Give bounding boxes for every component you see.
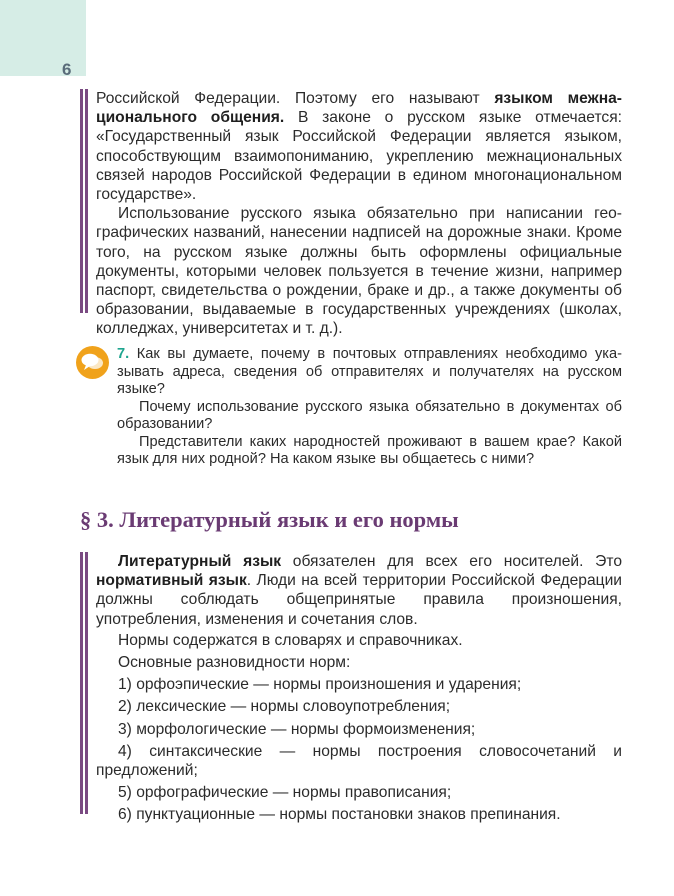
margin-bar bbox=[80, 89, 88, 313]
question-2: Почему использование русского языка обязательно в документах об образовании? bbox=[117, 398, 622, 432]
text-block-literary-language bbox=[80, 552, 623, 824]
list-item: 1) орфоэпические — нормы произношения и ударения; bbox=[118, 676, 522, 694]
section-heading: § 3. Литературный язык и его нормы bbox=[80, 507, 459, 532]
list-item: 5) орфографические — нормы правописания; bbox=[118, 784, 452, 802]
list-item: 6) пунктуационные — нормы постановки знаков препинания. bbox=[118, 806, 561, 824]
term-literary-language: Литературный язык bbox=[118, 553, 282, 570]
speech-bubbles-icon bbox=[76, 346, 109, 379]
margin-bar bbox=[80, 552, 88, 814]
list-item: 2) лексические — нормы словоупотребления; bbox=[118, 698, 451, 716]
paragraph: Российской Федерации. Поэтому его называют языком межнационального общения. В законе о русском языке отмечается: «Государственный язык Российской Федерации является языком, способствующим взаимопониманию, укреплению межнациональных связей народов Российской Федерации в едином многонациональном государстве». bbox=[96, 90, 622, 204]
paragraph: Использование русского языка обязательно при написании географических названий, нанесении надписей на дорожные знаки. Кроме того, на русском языке должны быть оформлены официальные документы, которыми человек пользуется в течение жизни, например паспорт, свидетельства о рождении, браке и др., а также документы об образовании, выдаваемые в государственных учреждениях (школах, колледжах, университетах и т. д.). bbox=[96, 205, 622, 338]
text-block-language-status bbox=[80, 89, 622, 338]
paragraph: Основные разновидности норм: bbox=[118, 654, 351, 672]
paragraph: Литературный язык обязателен для всех его носителей. Это нормативный язык. Люди на всей территории Российской Федерации должны соблюдать общепринятые правила произношения, употребления, изменения и сочетания слов. bbox=[96, 553, 623, 628]
paragraph: Нормы содержатся в словарях и справочниках. bbox=[118, 631, 463, 649]
list-item: 4) синтаксические — нормы построения словосочетаний и предложений; bbox=[96, 742, 622, 780]
question-block bbox=[117, 346, 622, 469]
list-item: 3) морфологические — нормы формоизменения; bbox=[118, 720, 476, 738]
term-interethnic: языком межнационального общения. bbox=[96, 90, 622, 127]
term-normative-language: нормативный язык bbox=[96, 572, 247, 590]
corner-decoration bbox=[0, 0, 86, 76]
question-number: 7. bbox=[117, 346, 130, 362]
question-1: 7. Как вы думаете, почему в почтовых отправлениях необходимо указывать адреса, сведения об отправителях и получателях на русском языке? bbox=[117, 346, 622, 397]
question-3: Представители каких народностей проживают в вашем крае? Какой язык для них родной? На каком языке вы общаетесь с ними? bbox=[117, 433, 622, 467]
page-number: 6 bbox=[62, 60, 72, 79]
